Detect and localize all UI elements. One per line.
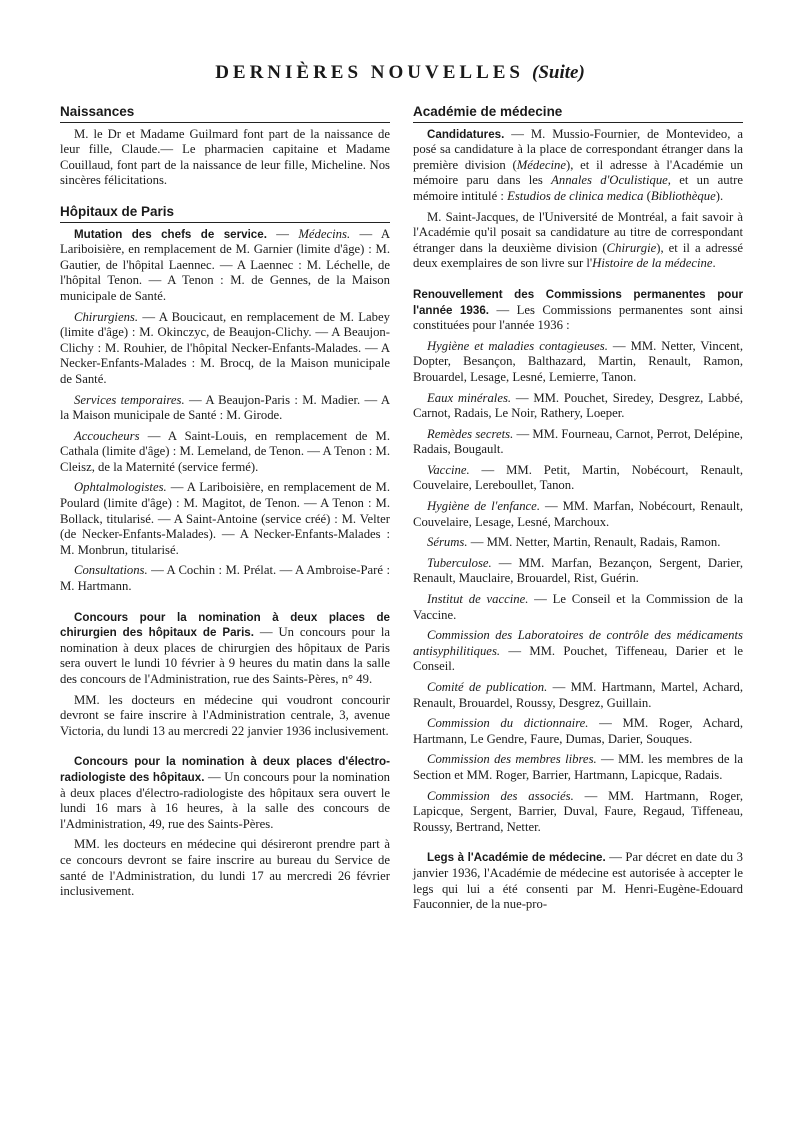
commission-item	[413, 789, 743, 836]
commission-item-text: — Le Conseil et la Commission de la Vaccine.	[413, 592, 743, 622]
page-title	[0, 62, 800, 84]
medecins-text: — A Lariboisière, en remplacement de M. Garnier (limite d'âge) : M. Gautier, de l'hôpital Laennec. — A Laennec : M. Léchelle, de l'hôpital Tenon. — A Tenon : M. de Gennes, de la Maison municipale de Santé.	[60, 226, 390, 303]
concours1-lead: Concours pour la nomination à deux places de chirurgien des hôpitaux de Paris.	[60, 610, 390, 640]
concours1-paragraph-2: MM. les docteurs en médecine qui voudront concourir devront se faire inscrire à l'Administration centrale, 3, avenue Victoria, du lundi 13 au mercredi 22 janvier 1936 inclusivement.	[60, 692, 390, 738]
commission-item-label: Hygiène de l'enfance.	[427, 499, 540, 514]
section-heading-academie: Académie de médecine	[413, 104, 743, 123]
candidatures-italic-4: Bibliothèque	[650, 188, 716, 203]
consult-label: Consultations.	[74, 563, 148, 578]
commission-item-text: — MM. Pouchet, Tiffeneau, Darier et le Conseil.	[413, 643, 743, 674]
saint-jacques-text-b: ), et il a adressé deux exemplaires de son livre sur l'	[413, 240, 743, 271]
commission-item-label: Tuberculose.	[427, 555, 492, 570]
naissances-text: M. le Dr et Madame Guilmard font part de la naissance de leur fille, Claude.— Le pharmacien capitaine et Madame Couillaud, font part de la naissance de leur fille, Micheline. Nos sincères félicitations.	[60, 126, 390, 188]
ophtal-paragraph	[60, 480, 390, 558]
candidatures-text-d: (	[643, 188, 651, 203]
commission-item-text: — MM. Hartmann, Roger, Lapicque, Sergent, Barrier, Duval, Faure, Regaud, Tiffeneau, Roussy, Bertrand, Netter.	[413, 788, 743, 834]
commission-item	[413, 556, 743, 587]
chirurgiens-label: Chirurgiens.	[74, 309, 139, 324]
right-column	[413, 104, 743, 918]
commission-item-text: — MM. Hartmann, Martel, Achard, Renault, Brouardel, Roussy, Desgrez, Guillain.	[413, 680, 744, 710]
commission-item	[413, 752, 743, 783]
commission-item-label: Eaux minérales.	[427, 390, 512, 405]
commission-list	[413, 339, 743, 836]
candidatures-text-c: , et un autre mémoire intitulé :	[413, 173, 743, 203]
commission-item-text: — MM. Netter, Martin, Renault, Radais, Ramon.	[467, 535, 721, 550]
commission-item	[413, 716, 743, 747]
commission-item-text: — MM. Netter, Vincent, Dopter, Besançon, Balthazard, Martin, Renault, Ramon, Brouardel, Lesage, Lesné, Lemierre, Tanon.	[413, 338, 743, 384]
legs-lead: Legs à l'Académie de médecine.	[427, 851, 606, 865]
commission-item	[413, 463, 743, 494]
commission-item	[413, 535, 743, 551]
commission-item-label: Remèdes secrets.	[427, 426, 514, 441]
concours1-text: — Un concours pour la nomination à deux places de chirurgien des hôpitaux de Paris sera ouvert le lundi 10 février à 9 heures du matin dans la salle des concours de l'Administration, rue des Saints-Pères, n° 49.	[60, 625, 390, 686]
commission-item	[413, 339, 743, 386]
candidatures-text-e: ).	[715, 188, 724, 203]
medecins-label: Médecins.	[298, 226, 351, 241]
commission-item-label: Commission du dictionnaire.	[427, 716, 589, 731]
saint-jacques-italic-2: Histoire de la médecine	[592, 256, 713, 271]
concours2-paragraph	[60, 754, 390, 832]
commission-item-label: Commission des associés.	[427, 788, 574, 803]
ophtal-label: Ophtalmologistes.	[74, 480, 167, 495]
legs-paragraph	[413, 850, 743, 912]
chirurgiens-paragraph	[60, 310, 390, 388]
left-column	[60, 104, 390, 905]
accoucheurs-paragraph	[60, 429, 390, 476]
commission-item-label: Comité de publication.	[427, 680, 548, 694]
ophtal-text: — A Lariboisière, en remplacement de M. Poulard (limite d'âge) : M. Magitot, de Tenon. — A Tenon : M. Bollack, titularisé. — A Saint-Antoine (service créé) : M. Velter (de Necker-Enfants-Malades). — A Necker-Enfants-Malades : M. Monbrun, titularisé.	[60, 480, 390, 557]
commission-item	[413, 391, 743, 422]
mutation-lead: Mutation des chefs de service.	[74, 227, 267, 241]
concours2-text: — Un concours pour la nomination à deux places d'électro-radiologiste des hôpitaux sera ouvert le lundi 16 mars à 16 heures, à la salle des concours de l'Administration, 49, rue des Saints-Pères.	[60, 769, 391, 831]
candidatures-text-b: ), et il adresse à l'Académie un mémoire paru dans les	[413, 157, 743, 188]
commission-item	[413, 680, 743, 711]
commission-item	[413, 592, 743, 623]
commission-item-label: Sérums.	[427, 535, 468, 550]
saint-jacques-paragraph	[413, 210, 743, 272]
commission-item-label: Commission des membres libres.	[427, 752, 597, 767]
commissions-paragraph	[413, 287, 743, 334]
commission-item	[413, 628, 743, 675]
page-title-suite: (Suite)	[532, 62, 585, 83]
candidatures-italic-1: Médecine	[516, 157, 567, 172]
accoucheurs-label: Accoucheurs	[74, 428, 140, 443]
saint-jacques-text-c: .	[712, 256, 716, 271]
services-text: — A Beaujon-Paris : M. Madier. — A la Maison municipale de Santé : M. Girode.	[60, 392, 390, 423]
services-label: Services temporaires.	[74, 392, 185, 407]
commission-item-text: — MM. Roger, Achard, Hartmann, Le Gendre, Faure, Dumas, Darier, Souques.	[413, 716, 743, 746]
commission-item-label: Institut de vaccine.	[427, 592, 529, 607]
mutation-sep: —	[266, 226, 299, 241]
commission-item-text: — MM. Marfan, Nobécourt, Renault, Couvelaire, Lesage, Lesné, Marchoux.	[413, 499, 743, 529]
saint-jacques-text-a: M. Saint-Jacques, de l'Université de Montréal, a fait savoir à l'Académie qu'il posait sa candidature au titre de correspondant étranger dans la deuxième division (	[413, 209, 743, 255]
candidatures-text-a: — M. Mussio-Fournier, de Montevideo, a posé sa candidature à la place de correspondant étranger dans la première division (	[413, 126, 743, 172]
commission-item-text: — MM. Marfan, Bezançon, Sergent, Darier, Renault, Mauclaire, Brouardel, Rist, Guérin.	[413, 555, 743, 586]
commissions-intro: — Les Commissions permanentes sont ainsi constituées pour l'année 1936 :	[413, 302, 743, 333]
accoucheurs-text: — A Saint-Louis, en remplacement de M. Cathala (limite d'âge) : M. Lemeland, de Tenon. — A Tenon : M. Cleisz, de la Maternité (service fermé).	[60, 428, 390, 474]
mutation-paragraph	[60, 227, 390, 305]
concours2-paragraph-2: MM. les docteurs en médecine qui désireront prendre part à ce concours devront se faire inscrire au bureau du Service de santé de l'Administration, du lundi 17 au mercredi 26 février inclusivement.	[60, 837, 390, 899]
commission-item	[413, 427, 743, 458]
chirurgiens-text: — A Boucicaut, en remplacement de M. Labey (limite d'âge) : M. Okinczyc, de Beaujon-Clichy. — A Beaujon-Clichy : M. Rouhier, de l'hôpital Necker-Enfants-Malades. — A Necker-Enfants-Malades : M. Brocq, de la Maison municipale de Santé.	[60, 309, 390, 386]
consult-paragraph	[60, 563, 390, 594]
candidatures-lead: Candidatures.	[427, 127, 505, 141]
commissions-lead: Renouvellement des Commissions permanentes pour l'année 1936.	[413, 287, 743, 317]
section-heading-naissances: Naissances	[60, 104, 390, 123]
section-heading-hopitaux: Hôpitaux de Paris	[60, 204, 390, 223]
services-paragraph	[60, 393, 390, 424]
candidatures-italic-3: Estudios de clinica medica	[507, 188, 644, 203]
page-title-main: DERNIÈRES NOUVELLES	[215, 62, 525, 83]
commission-item-text: — MM. Petit, Martin, Nobécourt, Renault, Couvelaire, Lereboullet, Tanon.	[413, 462, 743, 493]
commission-item-text: — MM. les membres de la Section et MM. Roger, Barrier, Hartmann, Lapicque, Radais.	[413, 752, 744, 782]
candidatures-paragraph	[413, 127, 743, 205]
concours1-paragraph	[60, 610, 390, 688]
legs-text: — Par décret en date du 3 janvier 1936, l'Académie de médecine est autorisée à accepter le legs qui lui a été consenti par M. Henri-Eugène-Edouard Fauconnier, de la nue-pro-	[413, 850, 743, 912]
commission-item-text: — MM. Fourneau, Carnot, Perrot, Delépine, Radais, Bougault.	[413, 426, 743, 457]
commission-item-label: Commission des Laboratoires de contrôle des médicaments antisyphilitiques.	[413, 628, 743, 658]
commission-item	[413, 499, 743, 530]
commission-item-label: Vaccine.	[427, 462, 470, 477]
saint-jacques-italic: Chirurgie	[606, 240, 657, 255]
consult-text: — A Cochin : M. Prélat. — A Ambroise-Paré : M. Hartmann.	[60, 563, 390, 594]
commission-item-label: Hygiène et maladies contagieuses.	[427, 338, 608, 353]
candidatures-italic-2: Annales d'Oculistique	[551, 173, 668, 188]
concours2-lead: Concours pour la nomination à deux places d'électro-radiologiste des hôpitaux.	[60, 755, 390, 784]
commission-item-text: — MM. Pouchet, Siredey, Desgrez, Labbé, Carnot, Radais, Le Noir, Rathery, Loeper.	[413, 390, 743, 421]
